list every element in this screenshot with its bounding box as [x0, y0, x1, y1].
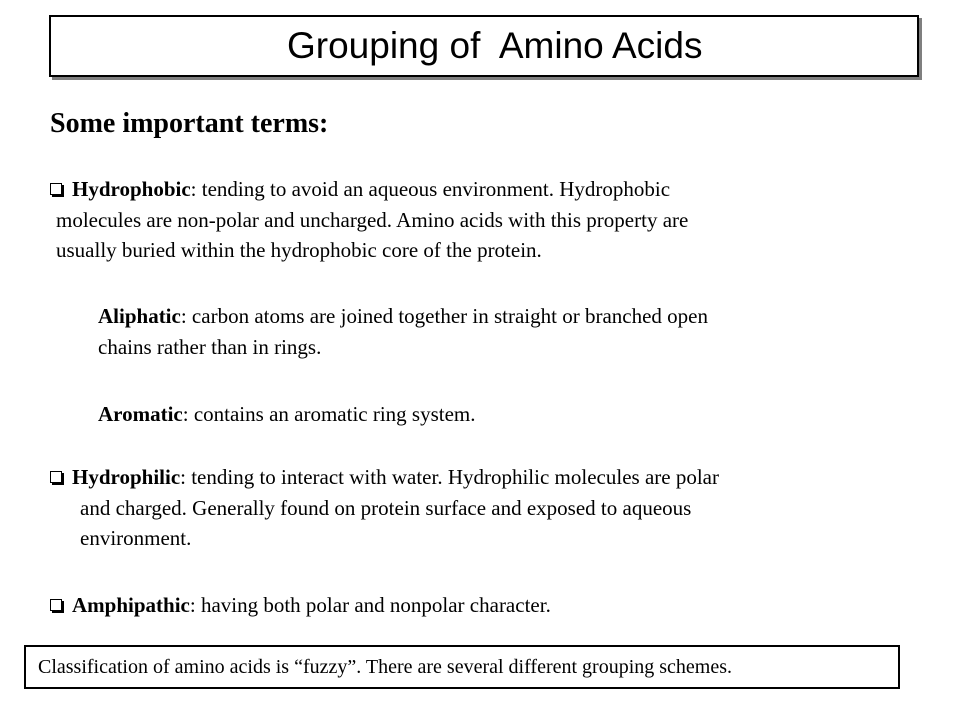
footer-note-box — [24, 645, 900, 689]
title-box — [49, 15, 919, 77]
aromatic-term: Aromatic — [98, 402, 183, 426]
hydrophilic-definition — [50, 462, 719, 554]
hydrophilic-term: Hydrophilic — [72, 465, 181, 489]
amphipathic-definition — [50, 590, 551, 621]
checkbox-bullet-icon — [50, 471, 62, 483]
hydrophobic-text-1: : tending to avoid an aqueous environment. Hydrophobic — [190, 177, 671, 201]
aromatic-line-1 — [98, 399, 476, 430]
aliphatic-text-2: chains rather than in rings. — [98, 334, 322, 359]
checkbox-bullet-icon — [50, 599, 62, 611]
hydrophobic-definition — [50, 174, 688, 266]
aliphatic-text-1: : carbon atoms are joined together in straight or branched open — [180, 304, 708, 328]
hydrophilic-text-1: : tending to interact with water. Hydrophilic molecules are polar — [180, 465, 719, 489]
section-heading: Some important terms: — [50, 108, 329, 139]
checkbox-bullet-icon — [50, 183, 62, 195]
hydrophilic-text-3: environment. — [80, 526, 192, 550]
aromatic-text-1: : contains an aromatic ring system. — [182, 402, 476, 426]
hydrophobic-line-1 — [50, 174, 688, 205]
hydrophilic-text-2: and charged. Generally found on protein surface and exposed to aqueous — [80, 495, 692, 520]
aliphatic-line-1 — [98, 301, 708, 332]
hydrophobic-text-2: molecules are non-polar and uncharged. Amino acids with this property are — [56, 207, 689, 232]
footer-note: Classification of amino acids is “fuzzy”. There are several different grouping schemes. — [38, 656, 733, 678]
hydrophobic-term: Hydrophobic — [72, 177, 191, 201]
amphipathic-line-1 — [50, 590, 551, 621]
aliphatic-definition — [98, 301, 708, 362]
aliphatic-term: Aliphatic — [98, 304, 181, 328]
amphipathic-text-1: : having both polar and nonpolar character. — [189, 593, 551, 617]
hydrophobic-text-3: usually buried within the hydrophobic core of the protein. — [56, 238, 542, 262]
page-title: Grouping of Amino Acids — [287, 25, 703, 66]
aromatic-definition — [98, 399, 476, 430]
amphipathic-term: Amphipathic — [72, 593, 190, 617]
hydrophilic-line-1 — [50, 462, 719, 493]
